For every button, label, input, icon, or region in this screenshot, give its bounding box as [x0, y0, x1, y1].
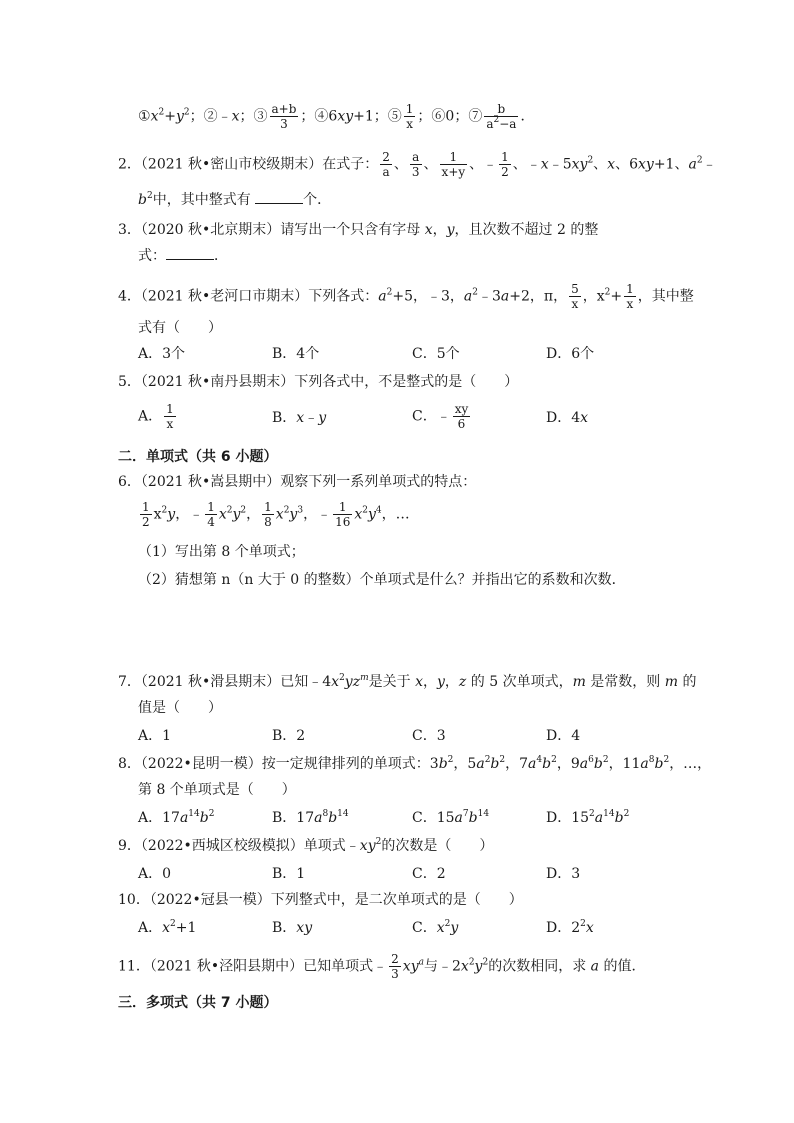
q7-line1: 7．（2021 秋•滑县期末）已知$﹣4x^2yz^m$是关于 x，y，z 的 5 次单项式，m 是常数，则 m 的	[118, 673, 697, 690]
q6-series: $\frac{1}{2}$ $x^2y$，﹣ $\frac{1}{4}$ $x^2y^2$， $\frac{1}{8}$ $x^2y^3$，﹣ $\frac{1}{16}$ $x^2y^4$，…	[142, 500, 410, 529]
q5-option-c[interactable]: C．﹣ $\frac{xy}{6}$	[412, 402, 469, 431]
q6-line1: 6．（2021 秋•嵩县期中）观察下列一系列单项式的特点：	[118, 474, 477, 490]
q4-line2: 式有（ ）	[138, 320, 222, 336]
q4-option-c[interactable]: C．5个	[412, 346, 460, 362]
q5-line1: 5．（2021 秋•南丹县期末）下列各式中，不是整式的是（ ）	[118, 374, 519, 390]
q10-option-a[interactable]: A．$x^2+1$	[138, 919, 197, 936]
q4-option-b[interactable]: B．4个	[272, 346, 320, 362]
q11-line1: 11．（2021 秋•泾阳县期中）已知单项式﹣ $\frac{2}{3}$ $xy^a$与$﹣2x^2y^2$的次数相同，求 a 的值．	[118, 952, 646, 981]
q4-line1: 4．（2021 秋•老河口市期末）下列各式：$a^2+5$，﹣3，$a^2﹣3a+2$，π， $\frac{5}{x}$ ，$x^2+$ $\frac{1}{x}$ ，其中整	[118, 282, 694, 311]
q2-source: （2021 秋•密山市校级期末）	[140, 156, 323, 173]
q7-option-d[interactable]: D．4	[546, 728, 581, 744]
q2-answer-blank[interactable]	[255, 191, 303, 204]
q5-option-d[interactable]: D．4x	[546, 410, 589, 426]
q5-option-b[interactable]: B．x﹣y	[272, 410, 327, 426]
q8-option-c[interactable]: C．$15a^7b^{14}$	[412, 809, 490, 826]
q7-option-b[interactable]: B．2	[272, 728, 306, 744]
q8-line2: 第 8 个单项式是（ ）	[138, 782, 296, 798]
q9-option-c[interactable]: C．2	[412, 866, 446, 882]
q4-option-a[interactable]: A．3个	[138, 346, 186, 362]
q10-line1: 10．（2022•冠县一模）下列整式中，是二次单项式的是（ ）	[118, 892, 523, 908]
q3-line1-render: 3．（2020 秋•北京期末）请写出一个只含有字母 x，y，且次数不超过 2 的整	[118, 222, 599, 238]
q8-option-b[interactable]: B．$17a^8b^{14}$	[272, 809, 349, 826]
q6-sub2: （2）猜想第 n（n 大于 0 的整数）个单项式是什么？并指出它的系数和次数．	[138, 572, 626, 588]
q9-option-d[interactable]: D．3	[546, 866, 581, 882]
q5-option-a[interactable]: A． $\frac{1}{x}$	[138, 402, 174, 431]
q7-line2: 值是（ ）	[138, 700, 222, 716]
q10-option-d[interactable]: D．$2^2x$	[546, 919, 594, 936]
q3-answer-blank[interactable]	[166, 247, 214, 260]
q10-option-c[interactable]: C．$x^2y$	[412, 919, 459, 936]
q1-expression-list: $①x^2+y^2$；②﹣x；③ $\frac{a+b}{3}$ ；④6xy+1；⑤ $\frac{1}{x}$ ；⑥0；⑦ $\frac{b}{a^2-a}$ ．	[138, 102, 535, 131]
q6-sub1: （1）写出第 8 个单项式；	[138, 544, 305, 560]
q10-option-b[interactable]: B．xy	[272, 920, 313, 936]
q9-line1: 9．（2022•西城区校级模拟）单项式$﹣xy^2$的次数是（ ）	[118, 837, 494, 854]
q8-option-a[interactable]: A．$17a^{14}b^2$	[138, 809, 215, 826]
q2-line1: 2．（2021 秋•密山市校级期末）在式子： $\frac{2}{a}$ 、 $\frac{a}{3}$ 、 $\frac{1}{x+y}$ 、﹣ $\frac{1}{2}$ 、$﹣x﹣5xy^2$、x、6xy+1、$a^2﹣$	[118, 150, 717, 179]
section-heading-monomials: 二．单项式（共 6 小题）	[118, 449, 278, 465]
section-heading-polynomials: 三．多项式（共 7 小题）	[118, 995, 278, 1011]
q9-option-b[interactable]: B．1	[272, 866, 306, 882]
q7-option-c[interactable]: C．3	[412, 728, 446, 744]
q4-option-d[interactable]: D．6个	[546, 346, 595, 362]
q2-line2: $b^2$中，其中整式有 个．	[138, 191, 332, 208]
q3-line2: 式： ．	[138, 248, 228, 264]
q8-option-d[interactable]: D．$15^2a^{14}b^2$	[546, 809, 630, 826]
q9-option-a[interactable]: A．0	[138, 866, 172, 882]
q8-line1: 8．（2022•昆明一模）按一定规律排列的单项式：$3b^2$，$5a^2b^2$，$7a^4b^2$，$9a^6b^2$，$11a^8b^2$，…，	[118, 755, 712, 772]
q7-option-a[interactable]: A．1	[138, 728, 172, 744]
q2-number: 2．	[118, 156, 141, 173]
